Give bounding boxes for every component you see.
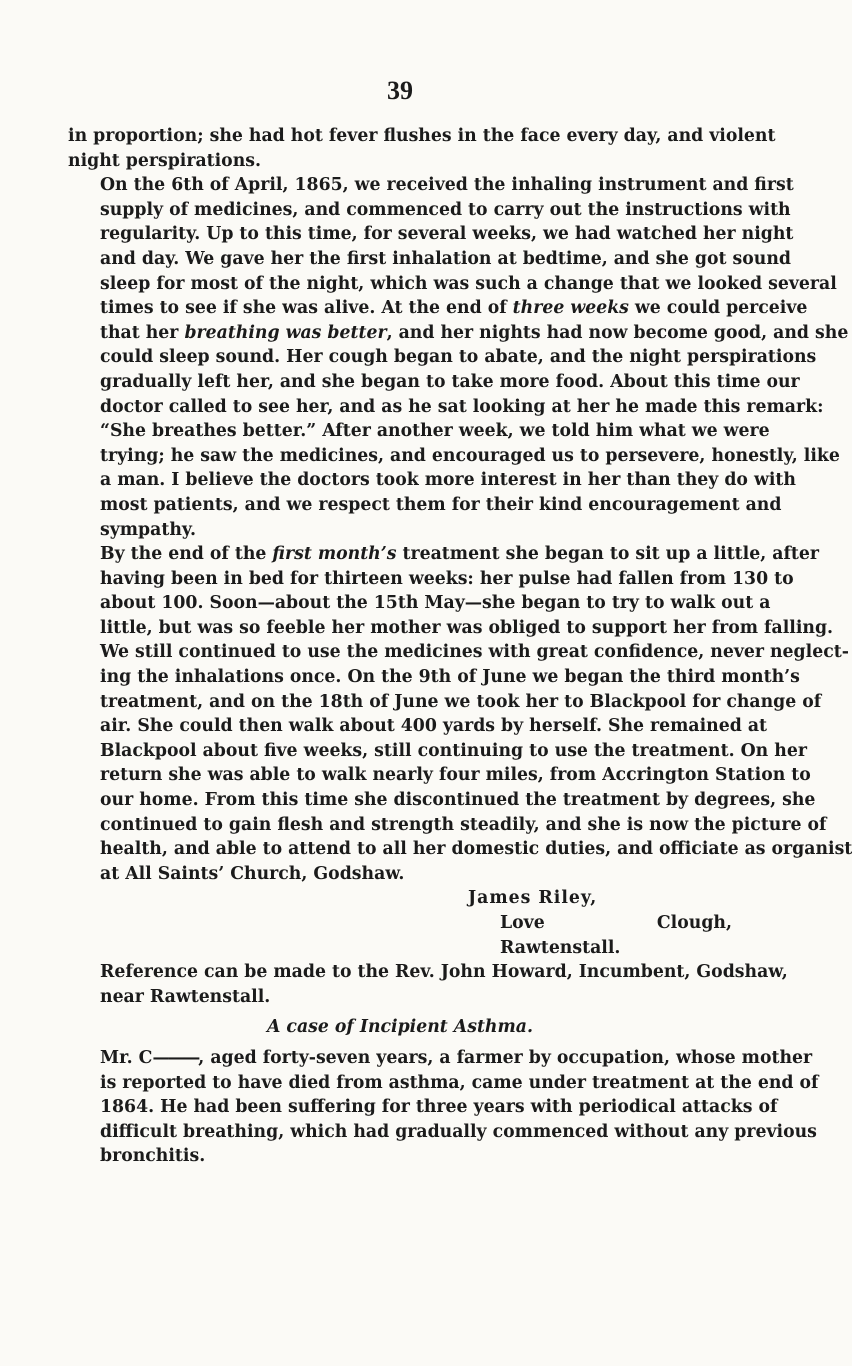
text-line: Reference can be made to the Rev. John Howard, Incumbent, Godshaw, <box>100 962 788 983</box>
text-line: is reported to have died from asthma, came under treatment at the end of <box>100 1072 819 1093</box>
page-number: 39 <box>387 76 413 105</box>
text-line <box>68 321 849 346</box>
text-line: regularity. Up to this time, for several weeks, we had watched her night <box>100 224 794 245</box>
text-line <box>68 542 819 567</box>
text-run: that her <box>100 322 185 343</box>
text-line: “She breathes better.” After another week, we told him what we were <box>100 421 770 442</box>
text-line: our home. From this time she discontinued the treatment by degrees, she <box>100 790 816 811</box>
text-line: treatment, and on the 18th of June we took her to Blackpool for change of <box>100 691 822 712</box>
text-line: at All Saints’ Church, Godshaw. <box>100 863 405 884</box>
text-run: treatment she began to sit up a little, after <box>396 544 819 565</box>
text-line: bronchitis. <box>100 1146 206 1167</box>
text-line <box>68 296 808 321</box>
italic-phrase: breathing was better <box>184 322 387 343</box>
text-line: doctor called to see her, and as he sat looking at her he made this remark: <box>100 396 824 417</box>
text-run: , and her nights had now become good, and she <box>386 322 849 343</box>
text-line: 1864. He had been suffering for three years with periodical attacks of <box>100 1097 778 1118</box>
text-run: we could perceive <box>628 298 808 319</box>
text-run: Mr. C <box>100 1047 153 1068</box>
text-line: most patients, and we respect them for their kind encouragement and <box>100 494 782 515</box>
signature-name: James Riley, <box>468 888 598 909</box>
text-line: difficult breathing, which had gradually commenced without any previous <box>100 1121 817 1142</box>
paragraph-4 <box>68 960 788 1009</box>
text-line <box>68 1046 813 1071</box>
text-line: could sleep sound. Her cough began to abate, and the night perspirations <box>100 347 817 368</box>
name-dash: ——— <box>152 1047 199 1068</box>
italic-phrase: first month’s <box>272 544 397 565</box>
italic-phrase: three weeks <box>512 298 629 319</box>
text-line: about 100. Soon—about the 15th May—she began to try to walk out a <box>100 593 771 614</box>
text-line: in proportion; she had hot fever flushes in the face every day, and violent <box>68 126 776 146</box>
text-line: near Rawtenstall. <box>100 986 271 1007</box>
text-line: return she was able to walk nearly four miles, from Accrington Station to <box>100 765 811 786</box>
text-line: supply of medicines, and commenced to carry out the instructions with <box>100 199 791 220</box>
text-line: sleep for most of the night, which was such a change that we looked several <box>100 273 837 294</box>
text-line: We still continued to use the medicines with great confidence, never neglect- <box>100 642 849 663</box>
text-run: times to see if she was alive. At the end of <box>100 298 513 319</box>
paragraph-1 <box>68 124 776 173</box>
signature-place: Love Clough, Rawtenstall. <box>500 913 732 958</box>
text-line: little, but was so feeble her mother was obliged to support her from falling. <box>100 617 834 638</box>
text-run: By the end of the <box>100 544 273 565</box>
paragraph-3 <box>68 542 852 886</box>
text-line: gradually left her, and she began to take more food. About this time our <box>100 371 800 392</box>
text-line: a man. I believe the doctors took more interest in her than they do with <box>100 470 796 491</box>
text-line: night perspirations. <box>68 150 262 171</box>
text-line: ing the inhalations once. On the 9th of June we began the third month’s <box>100 667 800 688</box>
section-heading: A case of Incipient Asthma. <box>267 1017 533 1038</box>
text-line: health, and able to attend to all her domestic duties, and officiate as organist <box>100 839 852 860</box>
text-line: trying; he saw the medicines, and encouraged us to persevere, honestly, like <box>100 445 840 466</box>
text-line: continued to gain flesh and strength steadily, and she is now the picture of <box>100 814 827 835</box>
text-line: On the 6th of April, 1865, we received the inhaling instrument and first <box>100 175 794 196</box>
text-line: Blackpool about five weeks, still continuing to use the treatment. On her <box>100 740 807 761</box>
text-run: , aged forty-seven years, a farmer by occupation, whose mother <box>198 1047 813 1068</box>
body-text <box>68 124 852 1169</box>
text-line: having been in bed for thirteen weeks: her pulse had fallen from 130 to <box>100 568 794 589</box>
paragraph-5 <box>68 1046 819 1169</box>
paragraph-2 <box>68 173 849 542</box>
text-line: air. She could then walk about 400 yards by herself. She remained at <box>100 716 768 737</box>
text-line: sympathy. <box>100 519 196 540</box>
text-line: and day. We gave her the first inhalation at bedtime, and she got sound <box>100 248 791 269</box>
